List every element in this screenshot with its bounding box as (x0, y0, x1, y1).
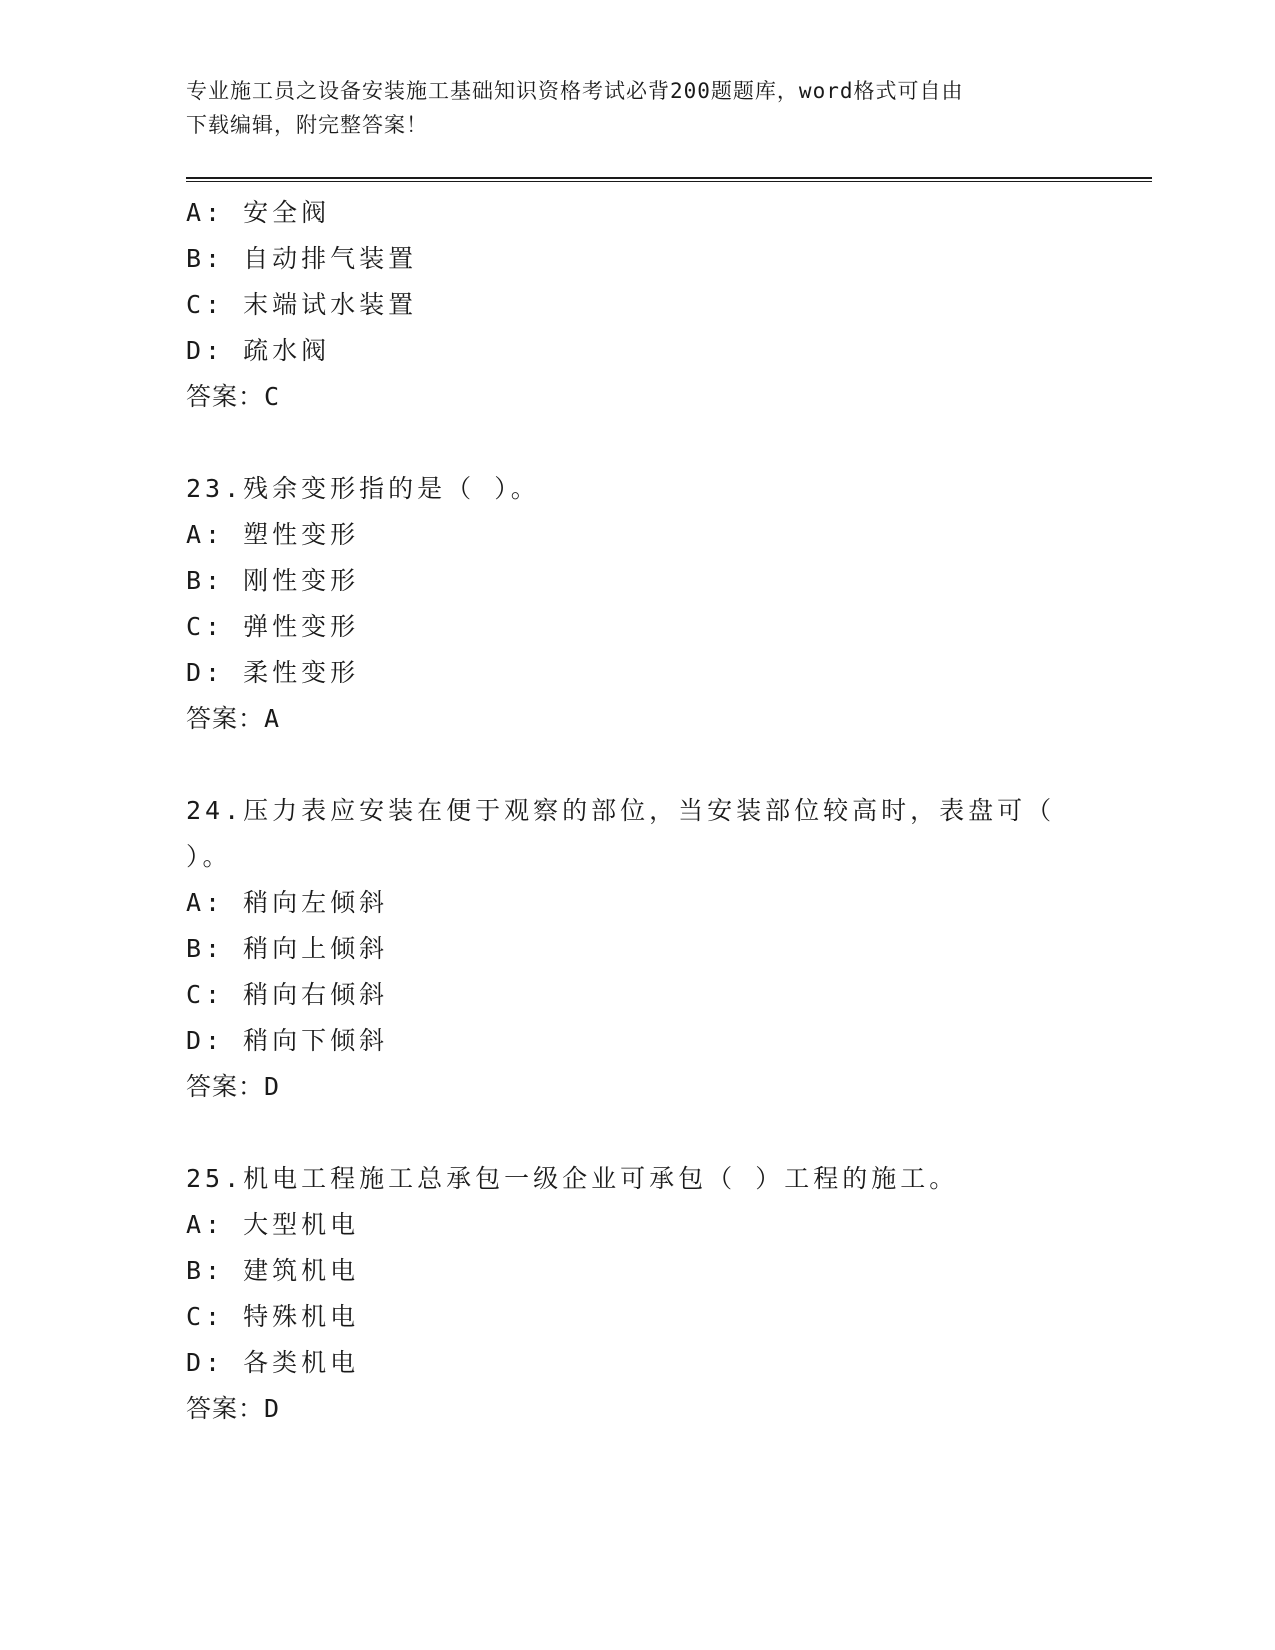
option-a: A: 稍向左倾斜 (186, 888, 389, 917)
question-text: 25.机电工程施工总承包一级企业可承包（ ）工程的施工。 (186, 1164, 959, 1193)
header-divider-thin (186, 181, 1152, 182)
option-a: A: 安全阀 (186, 198, 331, 227)
question-22 (186, 190, 1086, 420)
document-header (186, 74, 1086, 142)
answer-label: 答案： (186, 704, 265, 733)
header-title-line-2: 下载编辑，附完整答案！ (186, 113, 428, 137)
option-a: A: 大型机电 (186, 1210, 360, 1239)
option-b: B: 稍向上倾斜 (186, 934, 389, 963)
option-b: B: 自动排气装置 (186, 244, 418, 273)
option-b: B: 刚性变形 (186, 566, 360, 595)
option-d: D: 各类机电 (186, 1348, 360, 1377)
question-text-line-1: 24.压力表应安装在便于观察的部位，当安装部位较高时，表盘可（ (186, 796, 1056, 825)
answer-value: D (264, 1394, 281, 1423)
question-24 (186, 788, 1086, 1110)
question-23 (186, 466, 1086, 742)
answer-label: 答案： (186, 1394, 265, 1423)
option-c: C: 弹性变形 (186, 612, 360, 641)
answer (186, 1386, 1086, 1432)
option-d: D: 稍向下倾斜 (186, 1026, 389, 1055)
option-d: D: 柔性变形 (186, 658, 360, 687)
answer-value: D (264, 1072, 281, 1101)
answer (186, 696, 1086, 742)
question-25 (186, 1156, 1086, 1432)
option-c: C: 特殊机电 (186, 1302, 360, 1331)
header-title-line-1: 专业施工员之设备安装施工基础知识资格考试必背200题题库，word格式可自由 (186, 79, 964, 103)
header-divider-thick (186, 177, 1152, 179)
question-text-line-2: ）。 (186, 842, 232, 871)
answer (186, 374, 1086, 420)
option-b: B: 建筑机电 (186, 1256, 360, 1285)
answer (186, 1064, 1086, 1110)
option-c: C: 稍向右倾斜 (186, 980, 389, 1009)
answer-value: C (264, 382, 281, 411)
question-list (186, 190, 1086, 1432)
answer-label: 答案： (186, 382, 265, 411)
option-d: D: 疏水阀 (186, 336, 331, 365)
answer-value: A (264, 704, 281, 733)
option-a: A: 塑性变形 (186, 520, 360, 549)
question-text: 23.残余变形指的是（ ）。 (186, 474, 540, 503)
answer-label: 答案： (186, 1072, 265, 1101)
option-c: C: 末端试水装置 (186, 290, 418, 319)
